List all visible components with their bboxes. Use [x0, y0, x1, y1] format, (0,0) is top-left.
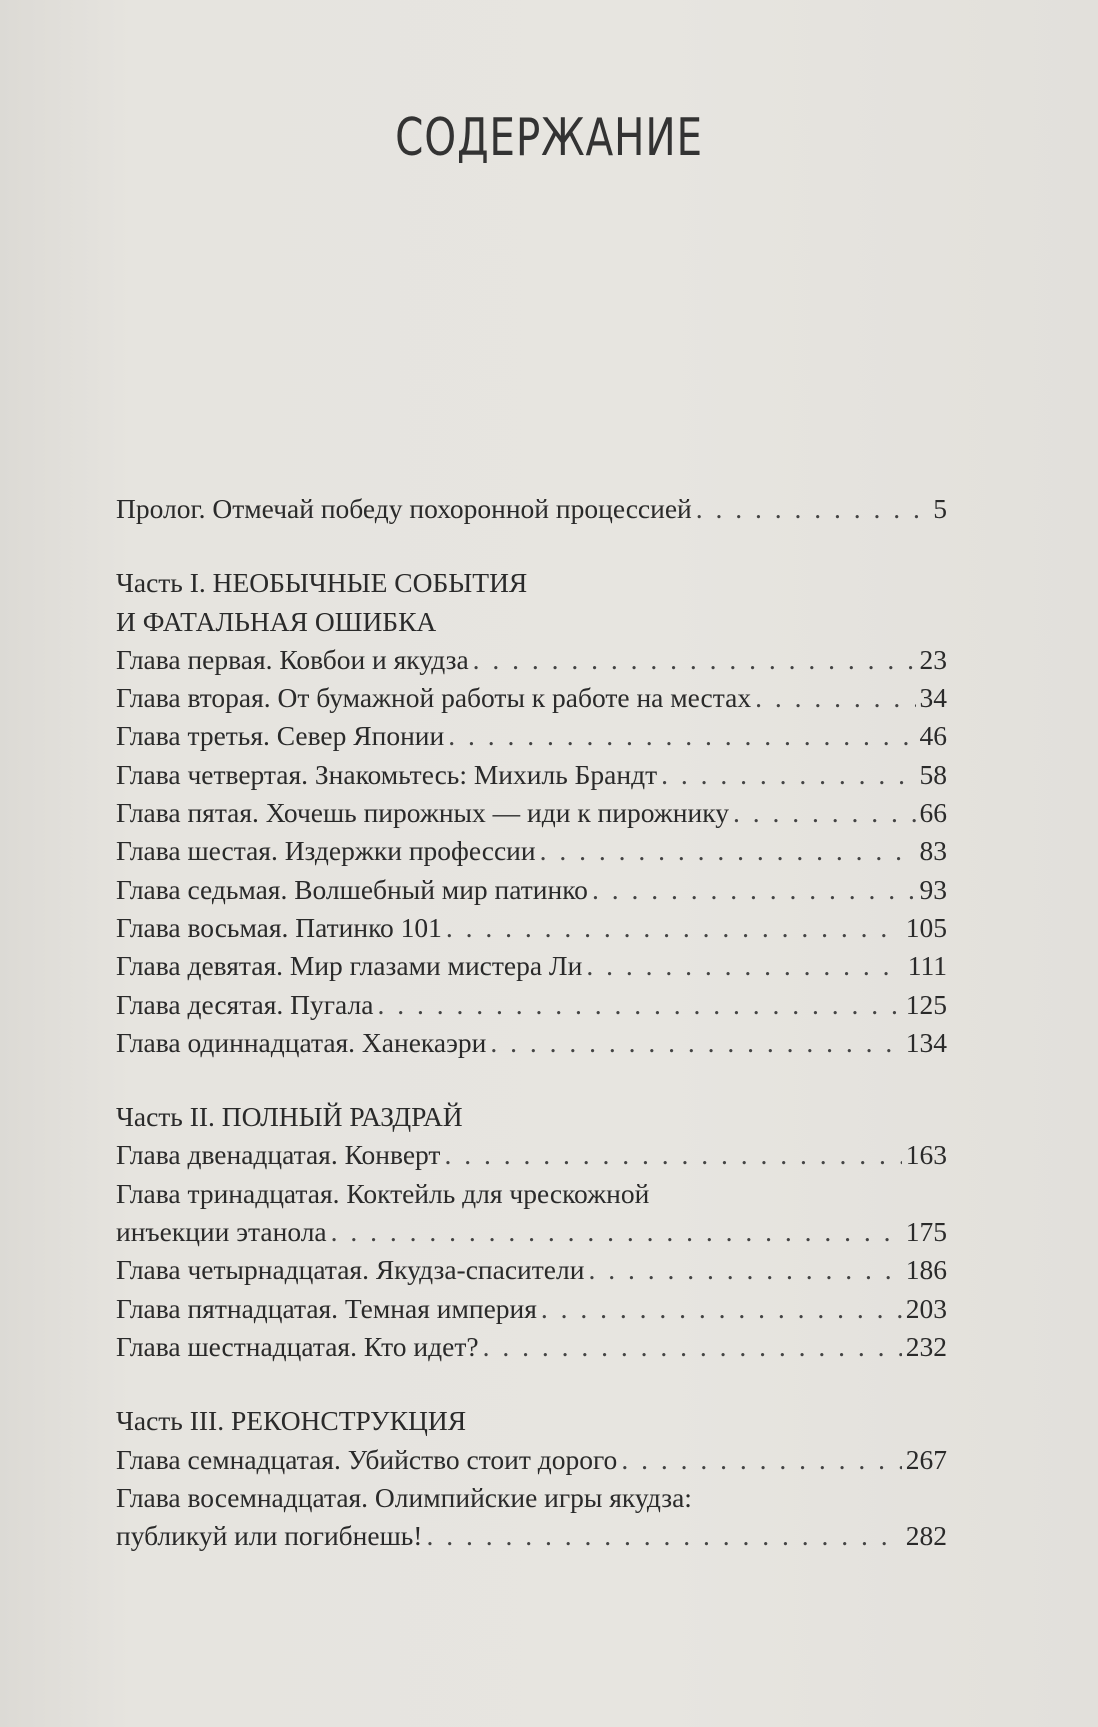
- part-spacer: [116, 528, 947, 564]
- toc-part-1: [116, 528, 947, 1062]
- toc-entry-label: Глава третья. Север Японии: [116, 720, 445, 752]
- toc-page-number: 58: [919, 758, 947, 790]
- part-title: Часть I. НЕОБЫЧНЫЕ СОБЫТИЯ: [116, 567, 528, 599]
- toc-page-number: 34: [919, 682, 947, 714]
- toc-entry-label: Глава шестнадцатая. Кто идет?: [116, 1330, 479, 1362]
- toc-page-number: 203: [905, 1292, 947, 1324]
- toc-entry: [116, 871, 947, 909]
- toc-entry-label: Глава седьмая. Волшебный мир патинко: [116, 873, 588, 905]
- dot-leader: [592, 871, 916, 909]
- toc-page-number: 232: [905, 1330, 947, 1362]
- toc-entry: [116, 1328, 947, 1366]
- toc-page-number: 66: [919, 797, 947, 829]
- toc-entry-label: Пролог. Отмечай победу похоронной процессией: [116, 493, 692, 524]
- dot-leader: [696, 490, 929, 528]
- dot-leader: [490, 1024, 901, 1062]
- toc-entry-label: Глава пятая. Хочешь пирожных — иди к пирожнику: [116, 797, 729, 829]
- toc-entry-label: Глава двенадцатая. Конверт: [116, 1139, 441, 1171]
- toc-entry: [116, 1441, 947, 1479]
- toc-entry: [116, 794, 947, 832]
- part-title: Часть III. РЕКОНСТРУКЦИЯ: [116, 1405, 467, 1437]
- toc-entry-label: публикуй или погибнешь!: [116, 1520, 423, 1552]
- toc-entry-label: Глава вторая. От бумажной работы к работе на местах: [116, 682, 752, 714]
- toc-page-number: 105: [905, 911, 947, 943]
- toc-page-number: 163: [905, 1139, 947, 1171]
- dot-leader: [586, 947, 903, 985]
- toc-entry: [116, 1251, 947, 1289]
- toc-entry-label: Глава девятая. Мир глазами мистера Ли: [116, 950, 583, 982]
- part-spacer: [116, 1366, 947, 1402]
- toc-page-number: 186: [905, 1254, 947, 1286]
- toc-entry: [116, 1517, 947, 1555]
- toc-entry: [116, 679, 947, 717]
- dot-leader: [331, 1213, 902, 1251]
- dot-leader: [377, 986, 901, 1024]
- toc-part-2: [116, 1062, 947, 1366]
- page-title: СОДЕРЖАНИЕ: [395, 108, 703, 168]
- toc-entry: [116, 986, 947, 1024]
- toc-entry-label: инъекции этанола: [116, 1216, 327, 1248]
- toc-entry-label-line: Глава тринадцатая. Коктейль для чрескожной: [116, 1177, 650, 1209]
- dot-leader: [448, 717, 915, 755]
- toc-entry-label: Глава первая. Ковбои и якудза: [116, 643, 469, 675]
- toc-entry-label: Глава восьмая. Патинко 101: [116, 911, 442, 943]
- toc-parts: [116, 528, 947, 1555]
- dot-leader: [588, 1251, 901, 1289]
- toc-entry: [116, 1213, 947, 1251]
- part-spacer: [116, 1062, 947, 1098]
- toc-entry: [116, 1136, 947, 1174]
- dot-leader: [661, 756, 915, 794]
- toc-entry-label: Глава десятая. Пугала: [116, 988, 374, 1020]
- toc-entry: [116, 1024, 947, 1062]
- dot-leader: [444, 1136, 901, 1174]
- toc-page-number: 111: [907, 950, 947, 982]
- dot-leader: [473, 641, 916, 679]
- dot-leader: [540, 832, 916, 870]
- toc-page-number: 134: [905, 1026, 947, 1058]
- toc-entry-prologue: [116, 490, 947, 528]
- dot-leader: [733, 794, 916, 832]
- toc-entry-label: Глава семнадцатая. Убийство стоит дорого: [116, 1443, 618, 1475]
- part-title: И ФАТАЛЬНАЯ ОШИБКА: [116, 605, 437, 637]
- toc-entry: [116, 909, 947, 947]
- part-title: Часть II. ПОЛНЫЙ РАЗДРАЙ: [116, 1101, 463, 1133]
- toc-page-number: 83: [919, 835, 947, 867]
- table-of-contents: [116, 490, 947, 1555]
- dot-leader: [621, 1441, 901, 1479]
- dot-leader: [541, 1290, 902, 1328]
- toc-entry: [116, 1290, 947, 1328]
- dot-leader: [426, 1517, 901, 1555]
- toc-part-3: [116, 1366, 947, 1555]
- dot-leader: [755, 679, 915, 717]
- toc-page-number: 23: [919, 643, 947, 675]
- toc-page-number: 267: [905, 1443, 947, 1475]
- toc-page-number: 46: [919, 720, 947, 752]
- toc-entry: [116, 832, 947, 870]
- toc-entry-label-line: Глава восемнадцатая. Олимпийские игры якудза:: [116, 1481, 692, 1513]
- toc-entry-label: Глава шестая. Издержки профессии: [116, 835, 536, 867]
- toc-entry-label: Глава четвертая. Знакомьтесь: Михиль Брандт: [116, 758, 658, 790]
- dot-leader: [446, 909, 902, 947]
- toc-page-number: 5: [933, 493, 947, 524]
- toc-page-number: 282: [905, 1520, 947, 1552]
- toc-page-number: 93: [919, 873, 947, 905]
- toc-entry: [116, 756, 947, 794]
- toc-entry-label: Глава одиннадцатая. Ханекаэри: [116, 1026, 487, 1058]
- toc-entry-label: Глава пятнадцатая. Темная империя: [116, 1292, 537, 1324]
- toc-entry: [116, 641, 947, 679]
- toc-entry-label: Глава четырнадцатая. Якудза-спасители: [116, 1254, 585, 1286]
- toc-page-number: 125: [905, 988, 947, 1020]
- dot-leader: [483, 1328, 902, 1366]
- toc-entry: [116, 717, 947, 755]
- toc-page-number: 175: [905, 1216, 947, 1248]
- toc-entry: [116, 947, 947, 985]
